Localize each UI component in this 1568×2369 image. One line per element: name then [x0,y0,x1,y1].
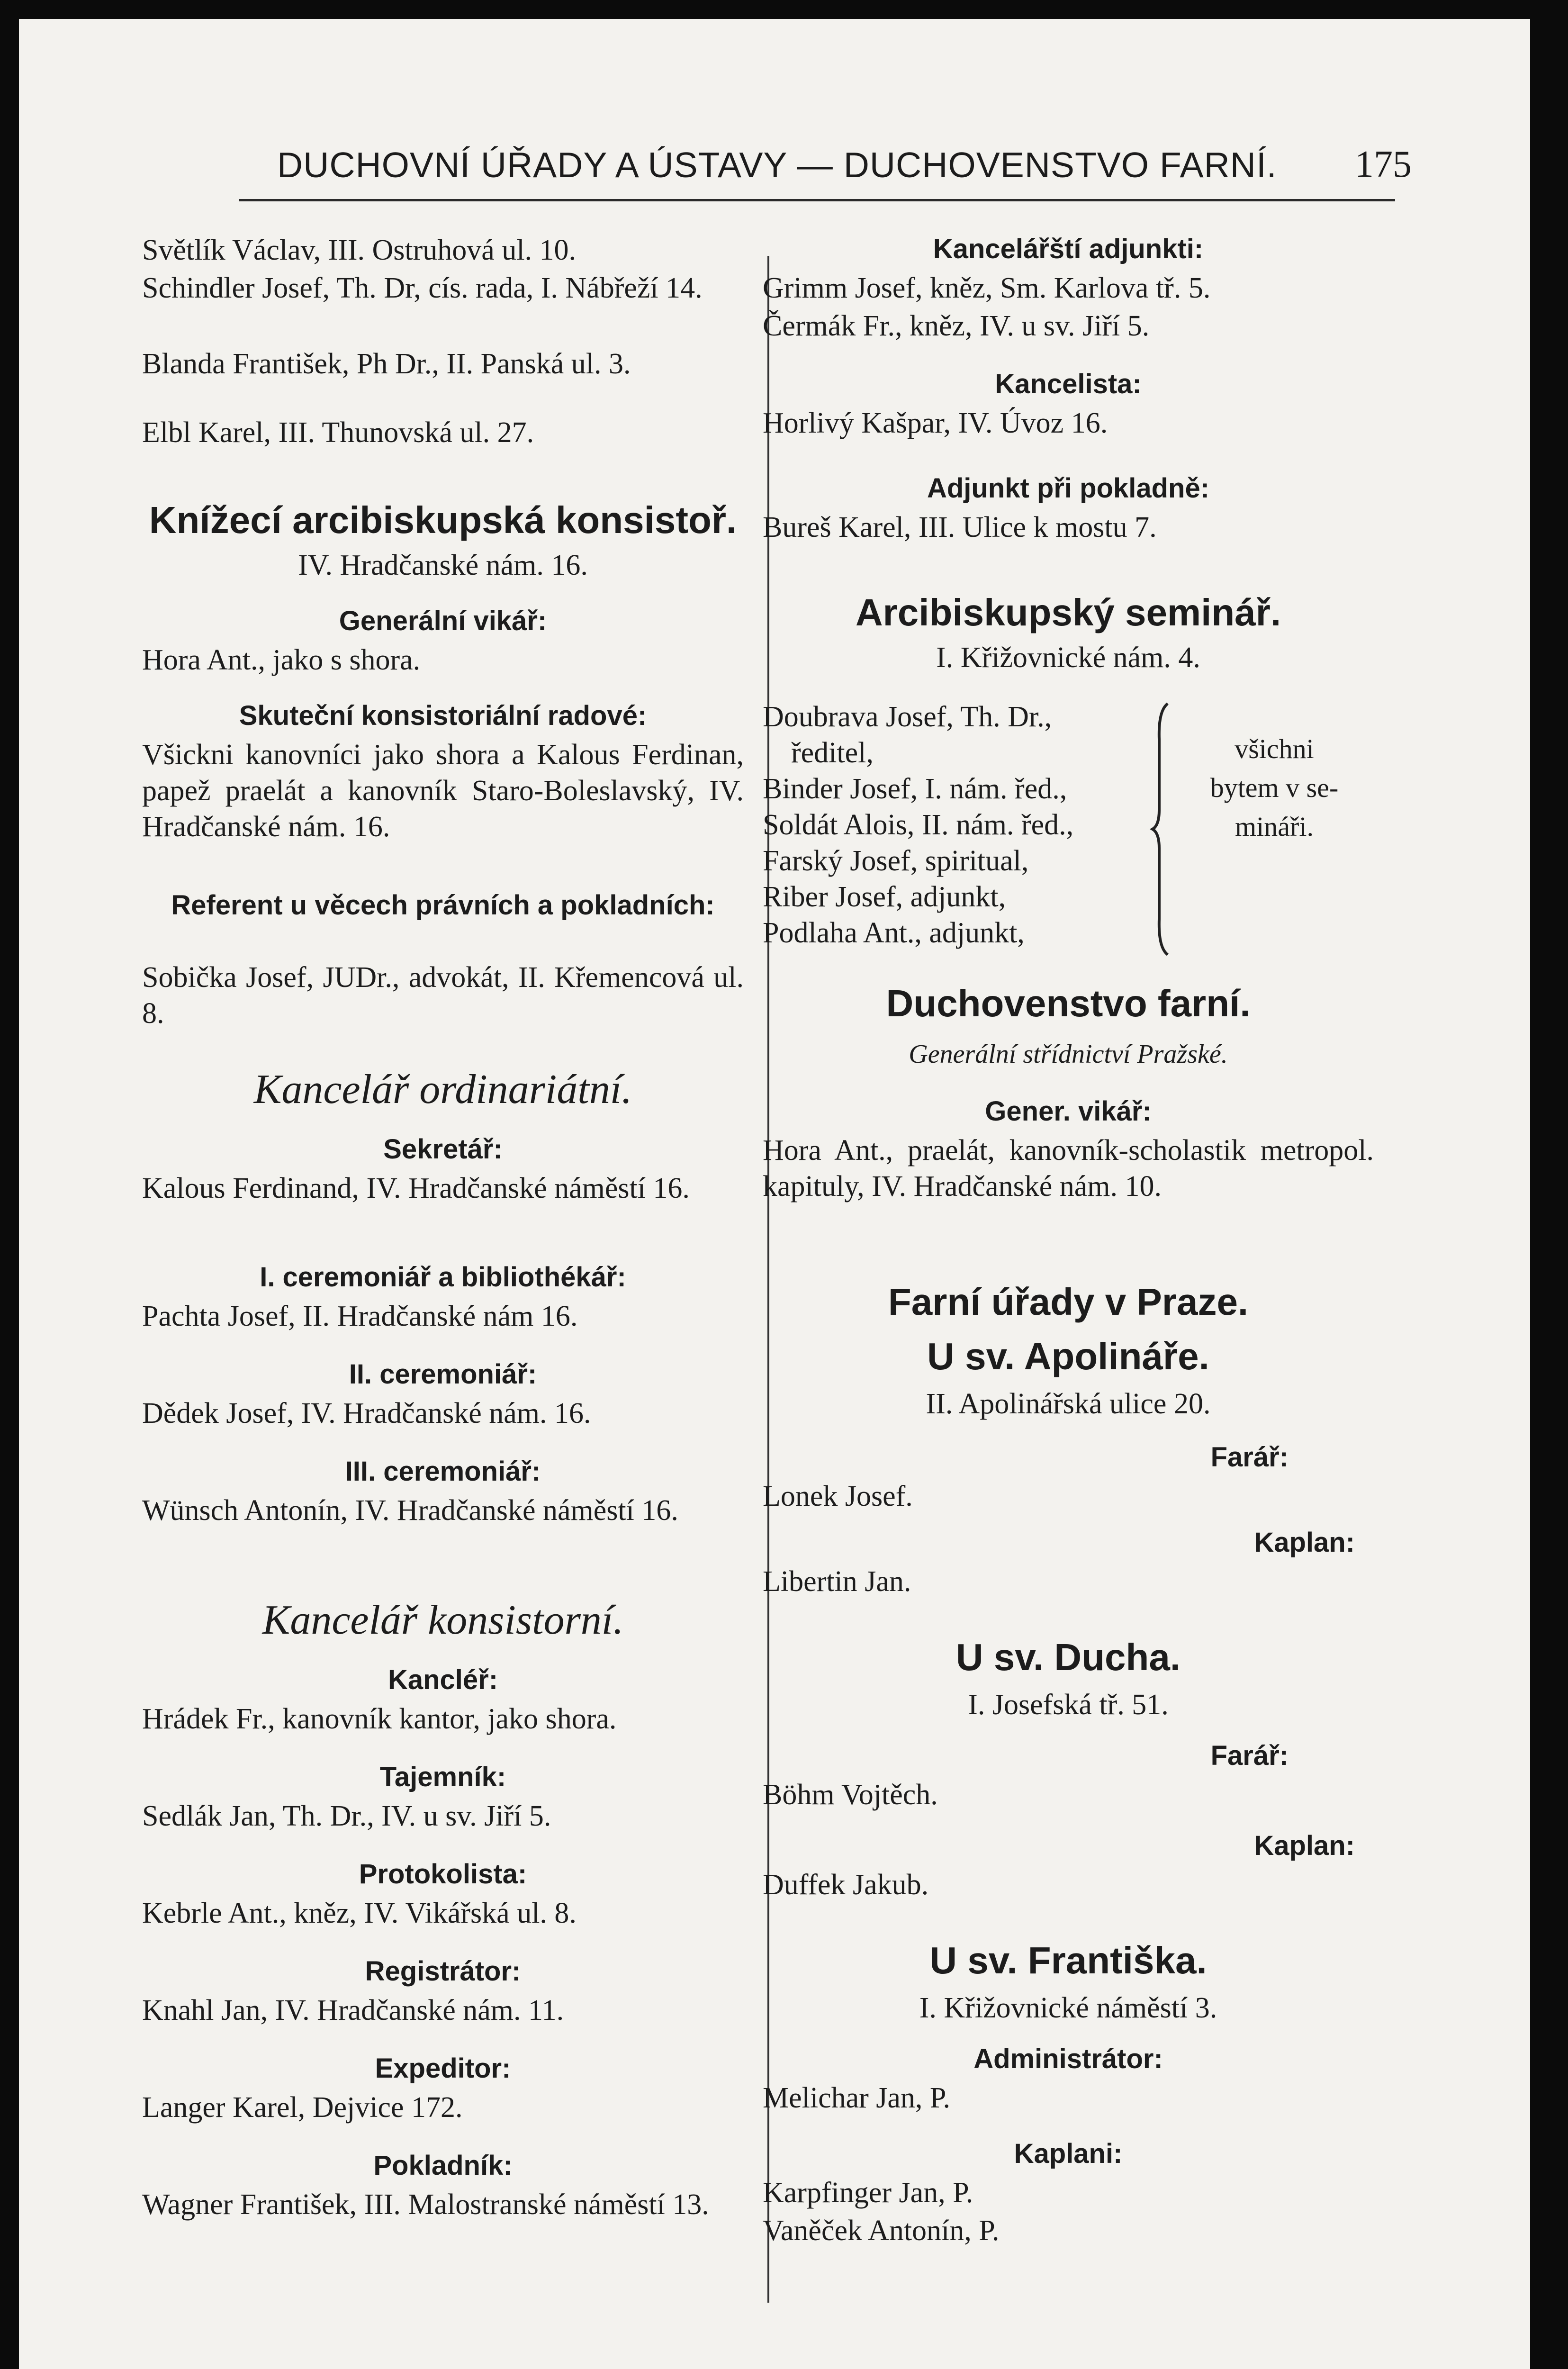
entry-kaplan-vanecek: Vaněček Antonín, P. [763,2215,1000,2247]
heading-kaplan-apolinar: Kaplan: [1254,1527,1355,1558]
section-title-farni-urady: Farní úřady v Praze. [888,1281,1249,1323]
entry-radove: Všickni kanovníci jako shora a Kalous Ferdinan, papež praelát a kanovník Staro-Boleslavský, IV. Hradčanské nám. 16. [142,739,744,843]
entry-blanda: Blanda František, Ph Dr., II. Panská ul. 3. [142,348,631,380]
entry-vikar: Hora Ant., jako s shora. [142,644,421,676]
address-duch: I. Josefská tř. 51. [968,1689,1169,1721]
heading-administrator: Administrátor: [973,2043,1163,2074]
entry-farar-duch: Böhm Vojtěch. [763,1779,938,1811]
entry-cermak: Čermák Fr., kněz, IV. u sv. Jiří 5. [763,310,1150,342]
section-title-seminar: Arcibiskupský seminář. [855,591,1281,633]
section-title-apolinar: U sv. Apolináře. [927,1335,1209,1377]
heading-referent: Referent u věcech právních a pokladních: [171,890,715,921]
heading-expeditor: Expeditor: [375,2053,511,2084]
section-title-konsistor: Knížecí arcibiskupská konsistoř. [149,499,737,541]
entry-gener-vikar: Hora Ant., praelát, kanovník-scholastik metropol. kapituly, IV. Hradčanské nám. 10. [763,1134,1374,1203]
entry-tajemnik: Sedlák Jan, Th. Dr., IV. u sv. Jiří 5. [142,1800,551,1832]
entry-pokladnik: Wagner František, III. Malostranské náměstí 13. [142,2188,709,2221]
entry-farar-apolinar: Lonek Josef. [763,1480,913,1512]
heading-kaplani: Kaplani: [1014,2138,1123,2169]
seminar-member-list [763,699,1161,951]
heading-ceremoniar-2: II. ceremoniář: [349,1359,537,1390]
heading-gener-vikar: Gener. vikář: [985,1096,1152,1127]
page-number: 175 [1355,144,1412,185]
entry-registrator: Knahl Jan, IV. Hradčanské nám. 11. [142,1994,564,2026]
entry-schindler: Schindler Josef, Th. Dr, cís. rada, I. Nábřeží 14. [142,272,703,304]
entry-adjunkt-pokladna: Bureš Karel, III. Ulice k mostu 7. [763,511,1157,543]
entry-ceremoniar-1: Pachta Josef, II. Hradčanské nám 16. [142,1300,578,1332]
page-header [19,19,1530,218]
heading-registrator: Registrátor: [365,1956,521,1987]
seminar-member: Podlaha Ant., adjunkt, [763,917,1025,949]
entry-protokolista: Kebrle Ant., kněz, IV. Vikářská ul. 8. [142,1897,577,1929]
heading-vikar: Generální vikář: [339,606,547,636]
entry-kancelista: Horlivý Kašpar, IV. Úvoz 16. [763,407,1108,439]
heading-kaplan-duch: Kaplan: [1254,1830,1355,1861]
entry-administrator: Melichar Jan, P. [763,2082,951,2114]
section-title-duch: U sv. Ducha. [955,1636,1181,1678]
running-title: DUCHOVNÍ ÚŘADY A ÚSTAVY — DUCHOVENSTVO FARNÍ. [277,145,1277,185]
heading-kancelista: Kancelista: [995,369,1142,399]
heading-adjunkt-pokladna: Adjunkt při pokladně: [927,473,1210,504]
heading-farar-apolinar: Farář: [1210,1442,1289,1473]
heading-protokolista: Protokolista: [359,1859,527,1890]
seminar-note-line: bytem v se- [1210,772,1339,803]
heading-tajemnik: Tajemník: [379,1762,506,1792]
seminar-note [1180,730,1369,846]
heading-sekretar: Sekretář: [383,1134,503,1165]
seminar-note-line: všichni [1235,733,1314,764]
left-column [142,232,744,2270]
seminar-member: Doubrava Josef, Th. Dr., [763,701,1052,733]
entry-kaplan-apolinar: Libertin Jan. [763,1565,911,1598]
address-konsistor: IV. Hradčanské nám. 16. [298,549,588,581]
seminar-note-line: mináři. [1235,811,1314,842]
entry-kaplan-karpfinger: Karpfinger Jan, P. [763,2177,973,2209]
entry-ceremoniar-2: Dědek Josef, IV. Hradčanské nám. 16. [142,1397,591,1429]
section-title-duchovenstvo: Duchovenstvo farní. [886,982,1251,1024]
entry-svetlik: Světlík Václav, III. Ostruhová ul. 10. [142,234,577,266]
section-title-frantisek: U sv. Františka. [929,1939,1207,1981]
entry-expeditor: Langer Karel, Dejvice 172. [142,2091,463,2124]
entry-kancler: Hrádek Fr., kanovník kantor, jako shora. [142,1703,617,1735]
address-apolinar: II. Apolinářská ulice 20. [926,1388,1211,1420]
section-title-ordinariat: Kancelář ordinariátní. [253,1067,632,1112]
heading-ceremoniar-3: III. ceremoniář: [345,1456,541,1487]
header-rule [239,199,1395,201]
address-frantisek: I. Křižovnické náměstí 3. [919,1992,1217,2024]
heading-ceremoniar-1: I. ceremoniář a bibliothékář: [260,1262,626,1293]
seminar-member: Farský Josef, spiritual, [763,845,1029,877]
entry-referent: Sobička Josef, JUDr., advokát, II. Křemencová ul. 8. [142,961,744,1030]
subtitle-stridnictvi: Generální střídnictví Pražské. [909,1040,1228,1069]
entry-kaplan-duch: Duffek Jakub. [763,1869,929,1901]
heading-pokladnik: Pokladník: [373,2150,513,2181]
seminar-member: Riber Josef, adjunkt, [763,881,1006,913]
entry-ceremoniar-3: Wünsch Antonín, IV. Hradčanské náměstí 16. [142,1494,678,1527]
seminar-member: Binder Josef, I. nám. řed., [763,773,1067,805]
seminar-member: ředitel, [791,737,874,769]
heading-radove: Skuteční konsistoriální radové: [239,700,647,731]
address-seminar: I. Křižovnické nám. 4. [936,642,1200,674]
seminar-member: Soldát Alois, II. nám. řed., [763,809,1074,841]
heading-farar-duch: Farář: [1210,1740,1289,1771]
heading-adjunkti: Kancelářští adjunkti: [933,234,1204,264]
section-title-konsistorni: Kancelář konsistorní. [262,1597,624,1643]
heading-kancler: Kancléř: [387,1664,498,1695]
entry-elbl: Elbl Karel, III. Thunovská ul. 27. [142,416,534,449]
right-column [763,232,1374,2270]
brace-icon [1149,701,1177,957]
entry-sekretar: Kalous Ferdinand, IV. Hradčanské náměstí 16. [142,1172,690,1204]
entry-grimm: Grimm Josef, kněz, Sm. Karlova tř. 5. [763,272,1211,304]
